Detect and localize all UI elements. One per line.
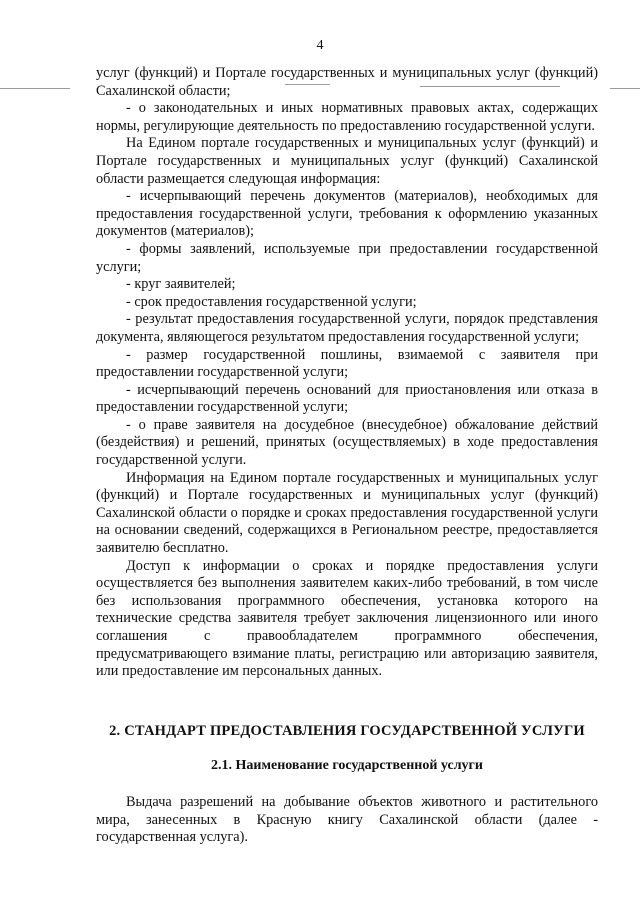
subsection-heading: 2.1. Наименование государственной услуги [211,758,483,773]
body-text [96,65,598,681]
paragraph: Доступ к информации о сроках и порядке предоставления услуги осуществляется без выполнения заявителем каких-либо требований, в том числе без использования программного обеспечения, установка которого на технические средства заявителя требует заключения лицензионного или иного соглашения с правообладателем программного обеспечения, предусматривающего взимание платы, регистрацию или авторизацию заявителя, или предоставление им персональных данных. [96,557,598,680]
paragraph: - формы заявлений, используемые при предоставлении государственной услуги; [96,240,598,275]
paragraph: - круг заявителей; [126,276,236,293]
paragraph: - о законодательных и иных нормативных правовых актах, содержащих нормы, регулирующие деятельность по предоставлению государственной услуги. [96,100,598,134]
scan-artifact-line [610,88,640,89]
paragraph: Выдача разрешений на добывание объектов животного и растительного мира, занесенных в Красную книгу Сахалинской области (далее - государственная услуга). [96,794,598,846]
paragraph: На Едином портале государственных и муниципальных услуг (функций) и Портале государственных и муниципальных услуг (функций) Сахалинской области размещается следующая информация: [96,135,598,187]
paragraph: - исчерпывающий перечень оснований для приостановления или отказа в предоставлении государственной услуги; [96,381,598,416]
page-number: 4 [316,38,324,53]
scan-artifact-line [0,88,70,89]
paragraph: - о праве заявителя на досудебное (внесудебное) обжалование действий (бездействия) и решений, принятых (осуществляемых) в ходе предоставления государственной услуги. [96,416,598,469]
section-heading: 2. СТАНДАРТ ПРЕДОСТАВЛЕНИЯ ГОСУДАРСТВЕННОЙ УСЛУГИ [109,723,585,739]
paragraph: услуг (функций) и Портале государственных и муниципальных услуг (функций) Сахалинской области; [96,65,598,99]
paragraph: - размер государственной пошлины, взимаемой с заявителя при предоставлении государственной услуги; [96,346,598,381]
paragraph: - срок предоставления государственной услуги; [126,293,417,310]
paragraph: Информация на Едином портале государственных и муниципальных услуг (функций) и Портале государственных и муниципальных услуг (функций) Сахалинской области о порядке и сроках предоставления государственной услуги на основании сведений, содержащихся в Региональном реестре, предоставляется заявителю бесплатно. [96,469,598,557]
paragraph: - исчерпывающий перечень документов (материалов), необходимых для предоставления государственной услуги, требования к оформлению указанных документов (материалов); [96,188,598,240]
paragraph: - результат предоставления государственной услуги, порядок представления документа, являющегося результатом предоставления государственной услуги; [96,311,598,345]
final-paragraph [96,794,598,847]
